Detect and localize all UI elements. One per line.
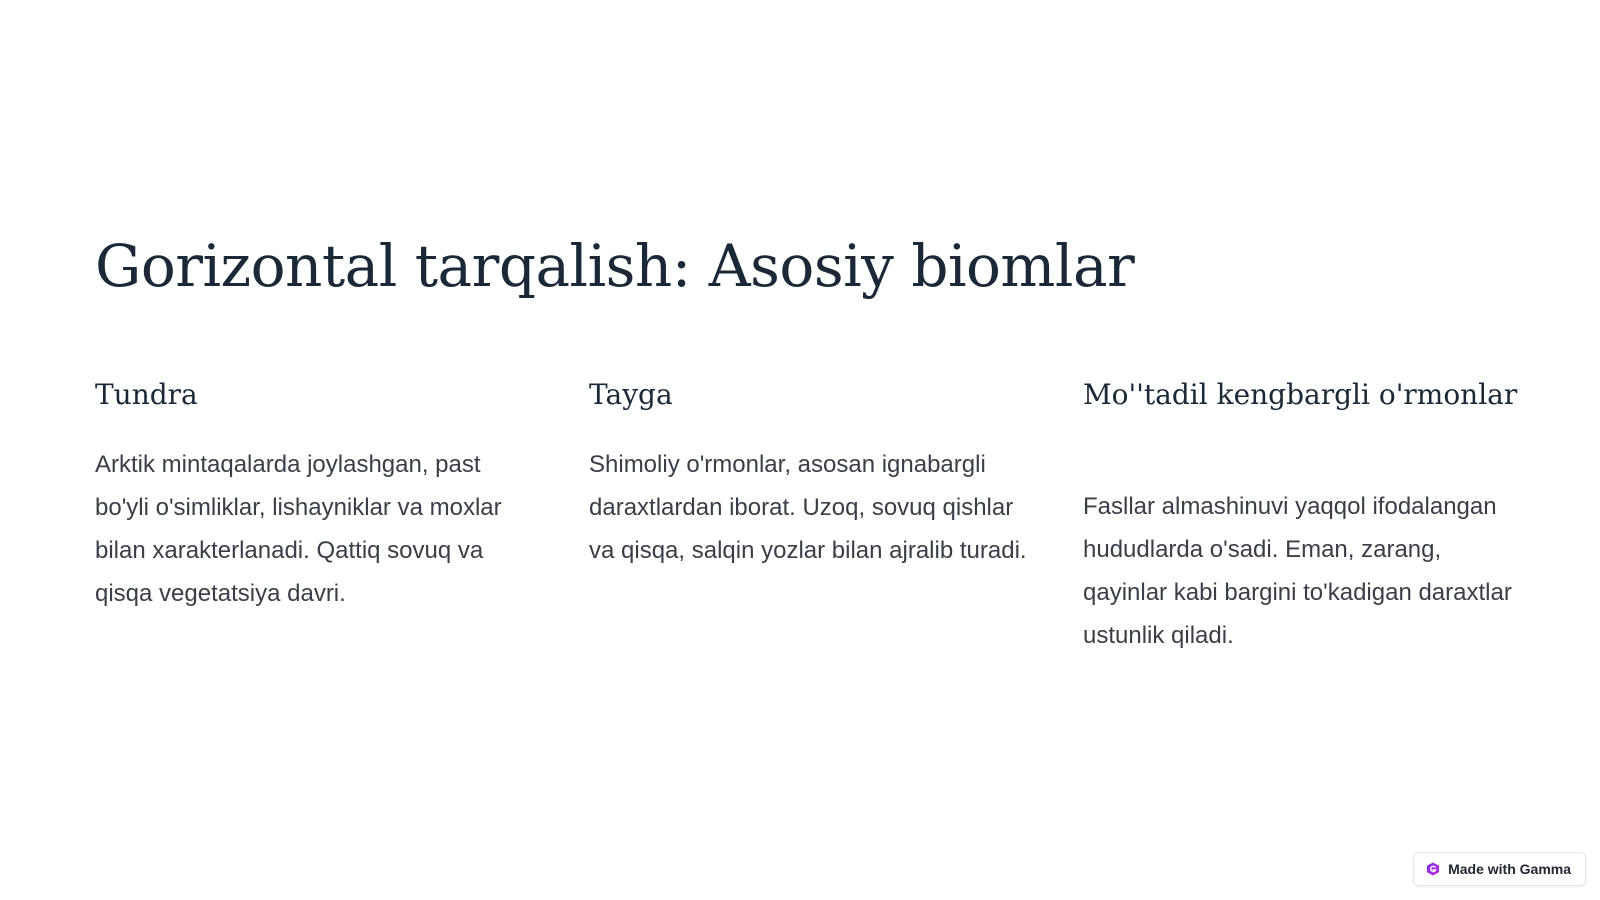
biome-description: Arktik mintaqalarda joylashgan, past bo'yli o'simliklar, lishayniklar va moxlar bilan xarakterlanadi. Qattiq sovuq va qisqa vegetatsiya davri. <box>95 451 502 607</box>
biome-heading: Tayga <box>589 378 673 411</box>
made-with-gamma-badge[interactable] <box>1413 852 1586 886</box>
biome-heading: Tundra <box>95 378 198 411</box>
biome-column-temperate-forest <box>1083 375 1523 649</box>
biome-description: Fasllar almashinuvi yaqqol ifodalangan hududlarda o'sadi. Eman, zarang, qayinlar kabi bargini to'kadigan daraxtlar ustunlik qiladi. <box>1083 493 1512 649</box>
biome-column-tayga <box>589 375 1029 564</box>
slide-title: Gorizontal tarqalish: Asosiy biomlar <box>95 232 1135 300</box>
biome-heading: Mo''tadil kengbargli o'rmonlar <box>1083 378 1518 411</box>
biome-column-tundra <box>95 375 535 607</box>
badge-label: Made with Gamma <box>1448 861 1571 877</box>
biome-description: Shimoliy o'rmonlar, asosan ignabargli daraxtlardan iborat. Uzoq, sovuq qishlar va qisqa, salqin yozlar bilan ajralib turadi. <box>589 451 1027 564</box>
gamma-logo-icon <box>1426 862 1440 876</box>
